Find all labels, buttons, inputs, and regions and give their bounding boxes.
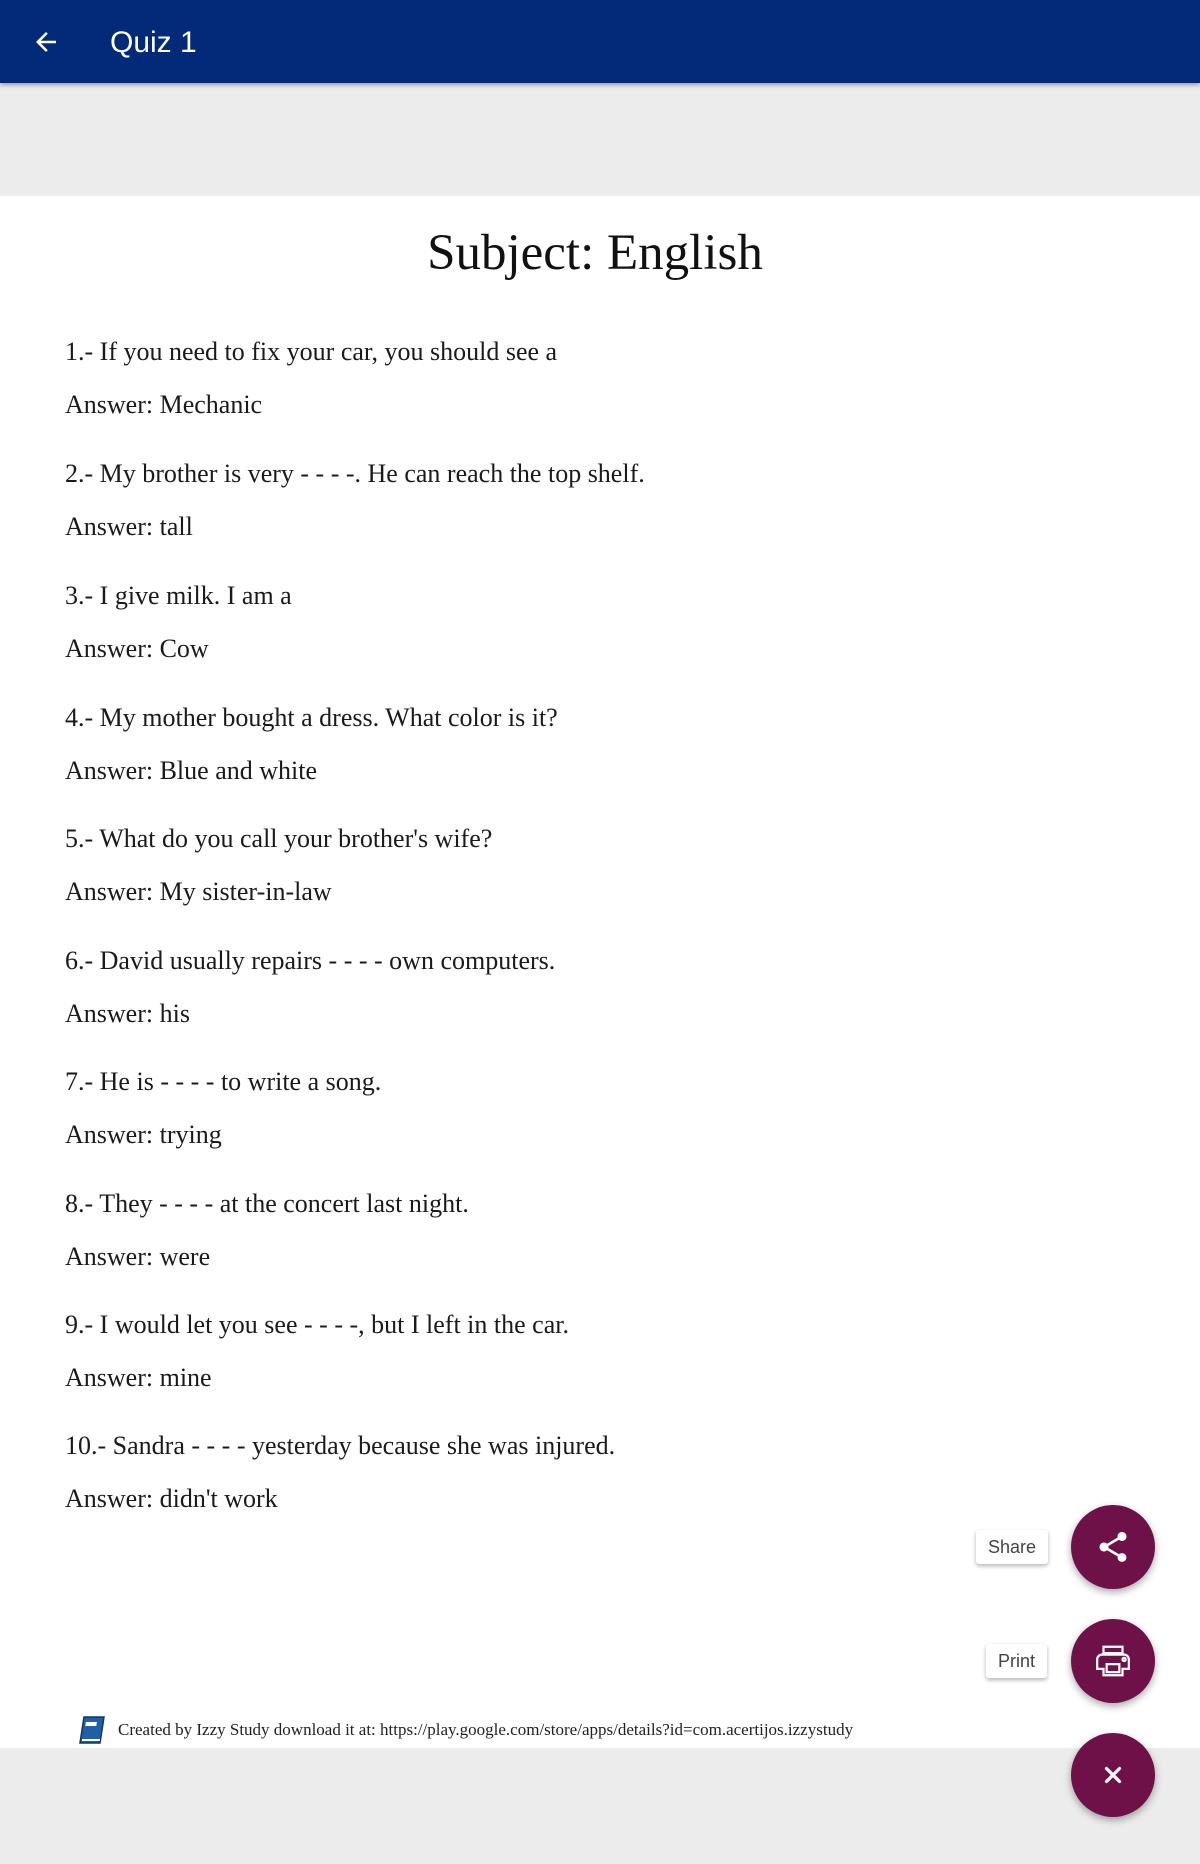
share-icon xyxy=(1095,1529,1131,1565)
answer-text: Answer: My sister-in-law xyxy=(65,877,332,906)
book-icon xyxy=(76,1714,108,1746)
question-text: 2.- My brother is very - - - -. He can reach the top shelf. xyxy=(65,459,645,488)
answer-text: Answer: his xyxy=(65,999,190,1028)
question-text: 5.- What do you call your brother's wife? xyxy=(65,824,493,853)
question-item xyxy=(65,825,492,906)
question-item xyxy=(65,582,292,663)
question-item xyxy=(65,1190,469,1271)
question-text: 7.- He is - - - - to write a song. xyxy=(65,1067,382,1096)
share-label[interactable]: Share xyxy=(976,1530,1048,1564)
close-icon xyxy=(1100,1762,1126,1788)
arrow-left-icon xyxy=(31,27,61,57)
answer-text: Answer: mine xyxy=(65,1363,212,1392)
question-text: 10.- Sandra - - - - yesterday because she was injured. xyxy=(65,1431,616,1460)
answer-text: Answer: Cow xyxy=(65,634,209,663)
app-bar xyxy=(0,0,1200,83)
question-text: 9.- I would let you see - - - -, but I left in the car. xyxy=(65,1310,569,1339)
question-text: 8.- They - - - - at the concert last night. xyxy=(65,1189,469,1218)
document-heading: Subject: English xyxy=(427,225,763,281)
print-label[interactable]: Print xyxy=(986,1644,1047,1678)
answer-text: Answer: Mechanic xyxy=(65,390,263,419)
answer-text: Answer: were xyxy=(65,1242,211,1271)
answer-text: Answer: didn't work xyxy=(65,1484,278,1513)
question-item xyxy=(65,947,555,1028)
print-icon xyxy=(1094,1642,1132,1680)
question-text: 1.- If you need to fix your car, you should see a xyxy=(65,337,558,366)
question-item xyxy=(65,338,557,419)
question-item xyxy=(65,704,558,785)
back-button[interactable] xyxy=(22,18,70,66)
question-item xyxy=(65,1311,569,1392)
footer-credit-text: Created by Izzy Study download it at: https://play.google.com/store/apps/details?id=com.acertijos.izzystudy xyxy=(118,1720,854,1739)
question-text: 3.- I give milk. I am a xyxy=(65,581,292,610)
document-footer xyxy=(76,1714,853,1746)
question-text: 4.- My mother bought a dress. What color is it? xyxy=(65,703,558,732)
answer-text: Answer: tall xyxy=(65,512,193,541)
question-item xyxy=(65,460,645,541)
page-title: Quiz 1 xyxy=(110,26,197,59)
question-item xyxy=(65,1432,615,1513)
answer-text: Answer: Blue and white xyxy=(65,756,318,785)
answer-text: Answer: trying xyxy=(65,1120,222,1149)
share-button[interactable] xyxy=(1071,1505,1155,1589)
quiz-document xyxy=(0,196,1200,1748)
print-button[interactable] xyxy=(1071,1619,1155,1703)
question-text: 6.- David usually repairs - - - - own computers. xyxy=(65,946,556,975)
close-menu-button[interactable] xyxy=(1071,1733,1155,1817)
question-item xyxy=(65,1068,381,1149)
